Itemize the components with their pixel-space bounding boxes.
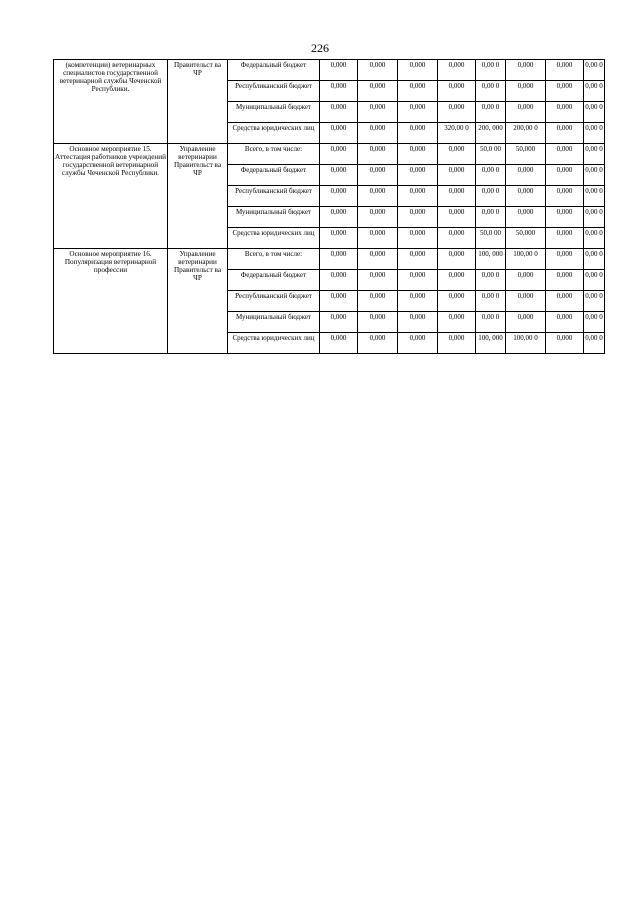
amount-cell: 0,000: [438, 270, 476, 291]
amount-cell: 0,000: [546, 207, 584, 228]
amount-cell: 100, 000: [476, 249, 506, 270]
amount-cell: 0,000: [320, 186, 358, 207]
amount-cell: 0,000: [398, 186, 438, 207]
page-number: 226: [311, 41, 329, 55]
amount-cell: 0,00 0: [476, 81, 506, 102]
amount-cell: 0,00 0: [476, 102, 506, 123]
amount-cell: 0,000: [546, 249, 584, 270]
amount-cell: 0,000: [546, 102, 584, 123]
amount-cell: 0,000: [438, 291, 476, 312]
amount-cell: 200,00 0: [506, 123, 546, 144]
amount-cell: 0,000: [398, 270, 438, 291]
amount-cell: 0,000: [358, 291, 398, 312]
amount-cell: 0,000: [546, 312, 584, 333]
amount-cell: 0,00 0: [584, 312, 605, 333]
amount-cell: 50,0 00: [476, 228, 506, 249]
amount-cell: 0,000: [398, 81, 438, 102]
amount-cell: 0,000: [438, 186, 476, 207]
amount-cell: 0,000: [358, 333, 398, 354]
funding-source-cell: Федеральный бюджет: [228, 270, 320, 291]
amount-cell: 50,000: [506, 228, 546, 249]
amount-cell: 0,000: [546, 228, 584, 249]
executor-cell: Управление ветеринарии Правительст ва ЧР: [168, 249, 228, 354]
amount-cell: 100,00 0: [506, 333, 546, 354]
amount-cell: 0,00 0: [476, 291, 506, 312]
amount-cell: 0,00 0: [476, 312, 506, 333]
table-row: [54, 60, 605, 81]
funding-source-cell: Республиканский бюджет: [228, 81, 320, 102]
amount-cell: 0,00 0: [476, 270, 506, 291]
amount-cell: 0,000: [398, 165, 438, 186]
amount-cell: 0,000: [398, 60, 438, 81]
amount-cell: 0,000: [438, 333, 476, 354]
funding-source-cell: Федеральный бюджет: [228, 165, 320, 186]
amount-cell: 0,00 0: [584, 333, 605, 354]
amount-cell: 0,000: [358, 207, 398, 228]
amount-cell: 0,00 0: [584, 228, 605, 249]
amount-cell: 0,000: [398, 312, 438, 333]
executor-cell: Правительст ва ЧР: [168, 60, 228, 144]
amount-cell: 0,000: [358, 270, 398, 291]
amount-cell: 0,000: [358, 102, 398, 123]
amount-cell: 0,000: [546, 60, 584, 81]
amount-cell: 0,000: [320, 291, 358, 312]
funding-source-cell: Муниципальный бюджет: [228, 207, 320, 228]
amount-cell: 0,000: [546, 333, 584, 354]
amount-cell: 0,000: [438, 228, 476, 249]
funding-source-cell: Всего, в том числе:: [228, 249, 320, 270]
amount-cell: 0,000: [320, 228, 358, 249]
table-row: [54, 144, 605, 165]
amount-cell: 0,000: [320, 312, 358, 333]
executor-cell: Управление ветеринарии Правительст ва ЧР: [168, 144, 228, 249]
amount-cell: 0,00 0: [476, 207, 506, 228]
amount-cell: 0,000: [506, 60, 546, 81]
amount-cell: 0,000: [320, 144, 358, 165]
funding-source-cell: Республиканский бюджет: [228, 186, 320, 207]
funding-source-cell: Федеральный бюджет: [228, 60, 320, 81]
funding-source-cell: Средства юридических лиц: [228, 333, 320, 354]
amount-cell: 0,000: [358, 249, 398, 270]
amount-cell: 0,000: [358, 312, 398, 333]
amount-cell: 0,000: [320, 60, 358, 81]
budget-table: [53, 59, 605, 354]
amount-cell: 0,000: [358, 186, 398, 207]
amount-cell: 0,000: [506, 102, 546, 123]
amount-cell: 0,000: [546, 144, 584, 165]
funding-source-cell: Всего, в том числе:: [228, 144, 320, 165]
amount-cell: 0,000: [358, 228, 398, 249]
amount-cell: 0,000: [506, 81, 546, 102]
event-name-cell: Основное мероприятие 15. Аттестация работников учреждений государственной ветеринарной службы Чеченской Республики.: [54, 144, 168, 249]
event-name-cell: (компетенции) ветеринарных специалистов государственной ветеринарной службы Чеченской Республики.: [54, 60, 168, 144]
amount-cell: 0,000: [320, 249, 358, 270]
amount-cell: 0,00 0: [584, 207, 605, 228]
amount-cell: 0,000: [398, 291, 438, 312]
amount-cell: 0,00 0: [584, 144, 605, 165]
amount-cell: 0,000: [506, 165, 546, 186]
funding-source-cell: Муниципальный бюджет: [228, 312, 320, 333]
amount-cell: 0,000: [506, 207, 546, 228]
amount-cell: 0,000: [438, 144, 476, 165]
amount-cell: 0,000: [546, 291, 584, 312]
amount-cell: 0,000: [358, 165, 398, 186]
amount-cell: 0,000: [320, 81, 358, 102]
amount-cell: 0,00 0: [584, 270, 605, 291]
amount-cell: 0,000: [320, 270, 358, 291]
amount-cell: 0,00 0: [476, 165, 506, 186]
amount-cell: 0,000: [320, 102, 358, 123]
amount-cell: 0,000: [320, 333, 358, 354]
amount-cell: 0,00 0: [584, 291, 605, 312]
amount-cell: 0,000: [438, 102, 476, 123]
amount-cell: 0,000: [358, 60, 398, 81]
amount-cell: 0,000: [398, 144, 438, 165]
funding-source-cell: Средства юридических лиц: [228, 123, 320, 144]
amount-cell: 0,000: [546, 123, 584, 144]
amount-cell: 0,00 0: [584, 60, 605, 81]
amount-cell: 100, 000: [476, 333, 506, 354]
amount-cell: 0,000: [438, 60, 476, 81]
amount-cell: 0,000: [438, 81, 476, 102]
amount-cell: 0,00 0: [584, 123, 605, 144]
amount-cell: 200, 000: [476, 123, 506, 144]
amount-cell: 0,000: [398, 123, 438, 144]
amount-cell: 0,00 0: [476, 186, 506, 207]
amount-cell: 0,000: [320, 207, 358, 228]
amount-cell: 0,000: [546, 81, 584, 102]
amount-cell: 0,000: [358, 81, 398, 102]
amount-cell: 0,000: [358, 123, 398, 144]
funding-source-cell: Республиканский бюджет: [228, 291, 320, 312]
funding-source-cell: Средства юридических лиц: [228, 228, 320, 249]
amount-cell: 0,00 0: [584, 186, 605, 207]
table-row: [54, 249, 605, 270]
amount-cell: 50,0 00: [476, 144, 506, 165]
amount-cell: 0,000: [398, 333, 438, 354]
amount-cell: 0,000: [438, 207, 476, 228]
funding-source-cell: Муниципальный бюджет: [228, 102, 320, 123]
amount-cell: 0,000: [398, 207, 438, 228]
amount-cell: 0,00 0: [476, 60, 506, 81]
amount-cell: 0,000: [398, 228, 438, 249]
amount-cell: 0,00 0: [584, 81, 605, 102]
event-name-cell: Основное мероприятие 16. Популяризация ветеринарной профессии: [54, 249, 168, 354]
amount-cell: 50,000: [506, 144, 546, 165]
amount-cell: 0,000: [438, 165, 476, 186]
amount-cell: 0,000: [506, 312, 546, 333]
amount-cell: 0,000: [506, 270, 546, 291]
amount-cell: 0,00 0: [584, 249, 605, 270]
amount-cell: 0,000: [320, 165, 358, 186]
amount-cell: 0,000: [438, 249, 476, 270]
amount-cell: 0,000: [320, 123, 358, 144]
amount-cell: 0,000: [398, 249, 438, 270]
amount-cell: 0,00 0: [584, 165, 605, 186]
amount-cell: 0,000: [438, 312, 476, 333]
amount-cell: 0,000: [546, 186, 584, 207]
amount-cell: 0,000: [506, 291, 546, 312]
amount-cell: 0,000: [358, 144, 398, 165]
amount-cell: 0,000: [398, 102, 438, 123]
amount-cell: 0,000: [546, 165, 584, 186]
amount-cell: 320,00 0: [438, 123, 476, 144]
amount-cell: 0,000: [506, 186, 546, 207]
amount-cell: 0,00 0: [584, 102, 605, 123]
amount-cell: 100,00 0: [506, 249, 546, 270]
amount-cell: 0,000: [546, 270, 584, 291]
